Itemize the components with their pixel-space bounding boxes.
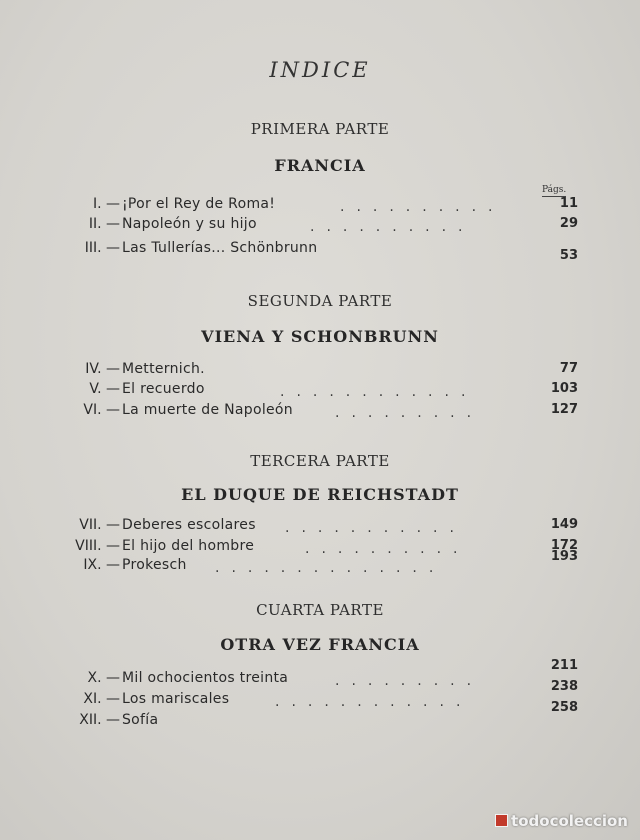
toc-entry (40, 402, 578, 420)
toc-entry (40, 196, 578, 214)
part-label-4: CUARTA PARTE (256, 601, 384, 619)
toc-entry (40, 361, 578, 379)
entry-number: IV. — (85, 361, 120, 377)
dot-leader: .............. (215, 560, 446, 572)
dot-leader: ......... (335, 405, 484, 417)
entry-page: 29 (559, 216, 578, 231)
entry-page: 172 (550, 538, 578, 553)
toc-entry (40, 216, 578, 234)
dot-leader: ............ (280, 384, 478, 396)
toc-entry (40, 517, 578, 535)
part-title-1: FRANCIA (274, 156, 366, 175)
entry-page: 238 (550, 679, 578, 694)
entry-number: I. — (92, 196, 120, 212)
entry-number: VII. — (79, 517, 120, 533)
entry-title: Napoleón y su hijo (122, 216, 257, 232)
entry-page: 211 (550, 658, 578, 673)
dot-leader: .......... (340, 199, 505, 211)
dot-leader: .......... (310, 219, 475, 231)
toc-entry (40, 549, 578, 575)
entry-title: El recuerdo (122, 381, 205, 397)
entry-page: 258 (550, 700, 578, 715)
toc-entry (40, 658, 578, 688)
entry-number: X. — (87, 670, 120, 686)
entry-title: Metternich. (122, 361, 205, 377)
entry-page: 103 (550, 381, 578, 396)
part-title-2: VIENA Y SCHONBRUNN (201, 327, 439, 346)
dot-leader: ........... (285, 520, 466, 532)
entry-page: 77 (559, 361, 578, 376)
entry-title: Deberes escolares (122, 517, 256, 533)
entry-number: IX. — (83, 557, 120, 573)
dot-leader: ......... (335, 673, 484, 685)
toc-entry (40, 240, 578, 263)
entry-number: II. — (88, 216, 120, 232)
dot-leader: .......... (305, 541, 470, 553)
dot-leader: ............ (275, 694, 473, 706)
entry-title: Prokesch (122, 557, 187, 573)
entry-number: VI. — (83, 402, 120, 418)
toc-entry (40, 700, 578, 730)
entry-number: VIII. — (75, 538, 120, 554)
toc-entry (40, 679, 578, 709)
entry-title: La muerte de Napoleón (122, 402, 293, 418)
entry-title: Los mariscales (122, 691, 230, 707)
entry-title: Mil ochocientos treinta (122, 670, 289, 686)
entry-page: 11 (559, 196, 578, 211)
entry-title: El hijo del hombre (122, 538, 255, 554)
toc-entry (40, 538, 578, 556)
part-label-3: TERCERA PARTE (250, 452, 390, 470)
part-label-2: SEGUNDA PARTE (247, 292, 393, 310)
page-title: INDICE (269, 58, 371, 82)
entry-title: Las Tullerías... Schönbrunn (122, 240, 318, 256)
entry-number: III. — (84, 240, 120, 256)
entry-number: XII. — (79, 712, 120, 728)
watermark-text: todocoleccion (511, 812, 628, 830)
pags-label: Págs. (542, 185, 567, 195)
watermark-logo (495, 812, 628, 830)
entry-page: 53 (559, 248, 578, 263)
part-title-3: EL DUQUE DE REICHSTADT (181, 485, 459, 504)
watermark-icon (495, 814, 508, 827)
entry-title: ¡Por el Rey de Roma! (122, 196, 276, 212)
entry-page: 193 (550, 549, 578, 564)
entry-page: 127 (550, 402, 578, 417)
entry-page: 149 (550, 517, 578, 532)
part-title-4: OTRA VEZ FRANCIA (220, 635, 420, 654)
entry-number: XI. — (83, 691, 120, 707)
part-label-1: PRIMERA PARTE (250, 120, 390, 138)
entry-title: Sofía (122, 712, 159, 728)
toc-entry (40, 381, 578, 399)
entry-number: V. — (89, 381, 120, 397)
